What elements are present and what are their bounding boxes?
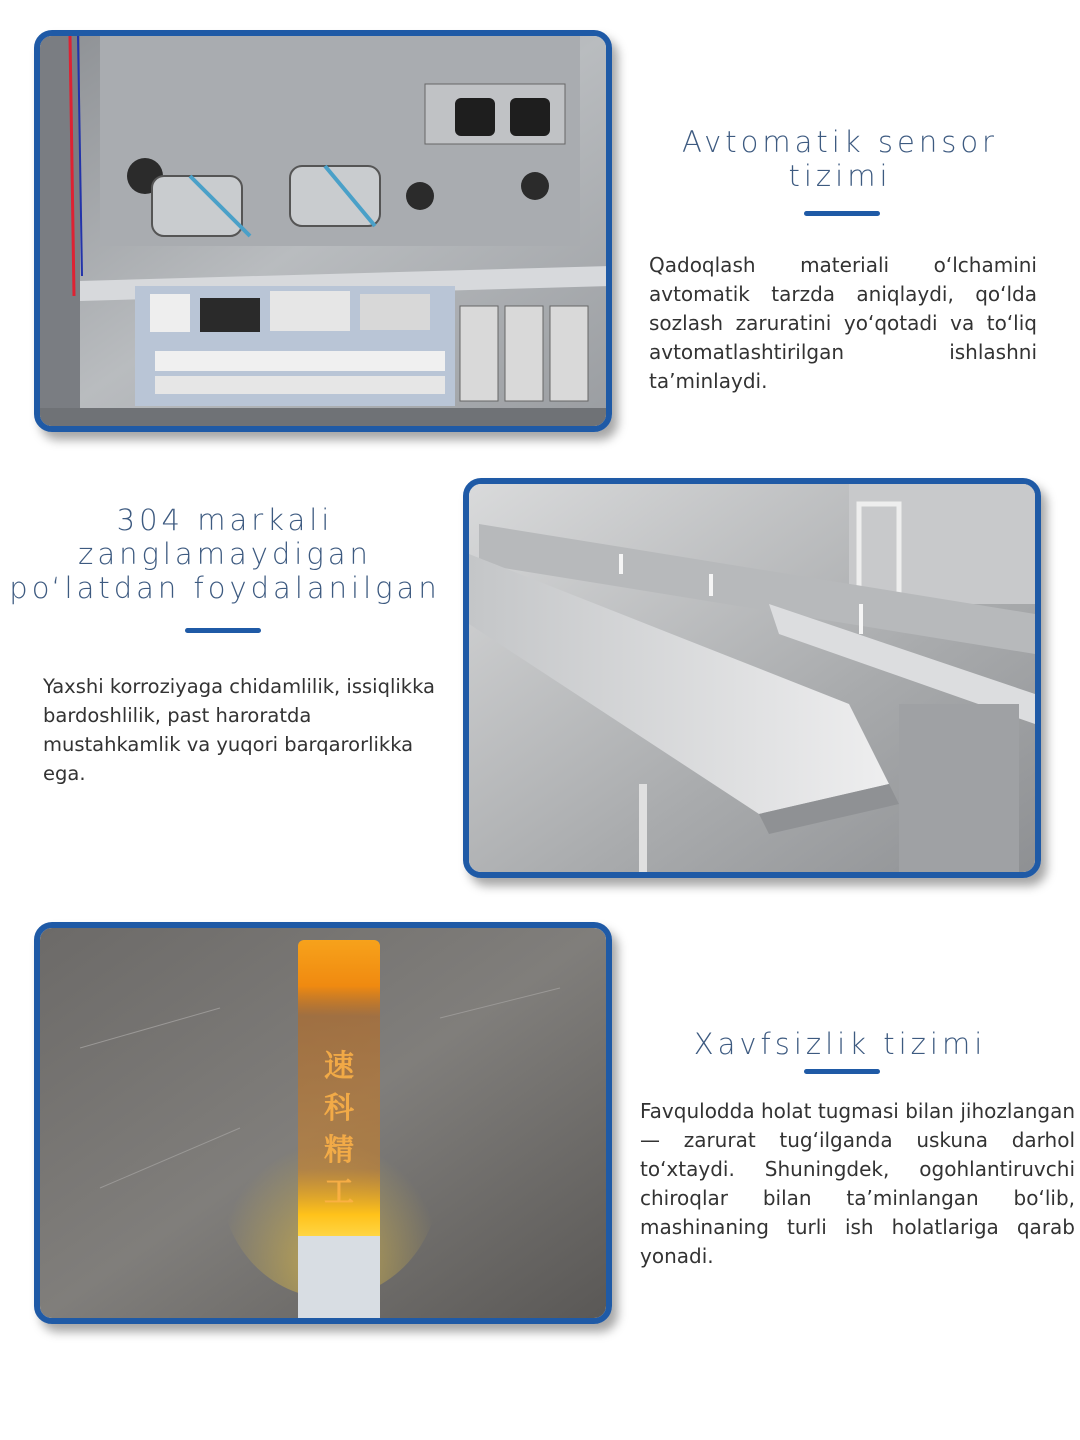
section-title-safety: Xavfsizlik tizimi <box>693 1027 987 1061</box>
section-title-sensor: Avtomatik sensor tizimi <box>682 125 998 193</box>
lamp-character-2: 科 <box>324 1091 354 1126</box>
title-underline-1 <box>804 211 880 216</box>
title-underline-3 <box>804 1069 880 1074</box>
lamp-label <box>312 1046 366 1214</box>
stainless-steel-photo <box>463 478 1041 878</box>
warning-light-photo <box>34 922 612 1324</box>
sensor-system-photo <box>34 30 612 432</box>
section-body-sensor: Qadoqlash materiali o‘lchamini avtomatik tarzda aniqlaydi, qo‘lda sozlash zaruratini yo‘qotadi va to‘liq avtomatlashtirilgan ishlashni ta’minlaydi. <box>649 253 1037 393</box>
section-title-steel: 304 markali zanglamaydigan po‘latdan foydalanilgan <box>9 503 441 605</box>
section-body-safety: Favqulodda holat tugmasi bilan jihozlangan — zarurat tug‘ilganda uskuna darhol to‘xtaydi. Shuningdek, ogohlantiruvchi chiroqlar bilan ta’minlangan bo‘lib, mashinaning turli ish holatlariga qarab yonadi. <box>640 1099 1075 1268</box>
title-underline-2 <box>185 628 261 633</box>
lamp-character-3: 精 <box>324 1133 354 1168</box>
section-body-steel: Yaxshi korroziyaga chidamlilik, issiqlikka bardoshlilik, past haroratda mustahkamlik va yuqori barqarorlikka ega. <box>43 675 435 785</box>
lamp-character-1: 速 <box>324 1049 354 1084</box>
lamp-character-4: 工 <box>324 1175 354 1210</box>
